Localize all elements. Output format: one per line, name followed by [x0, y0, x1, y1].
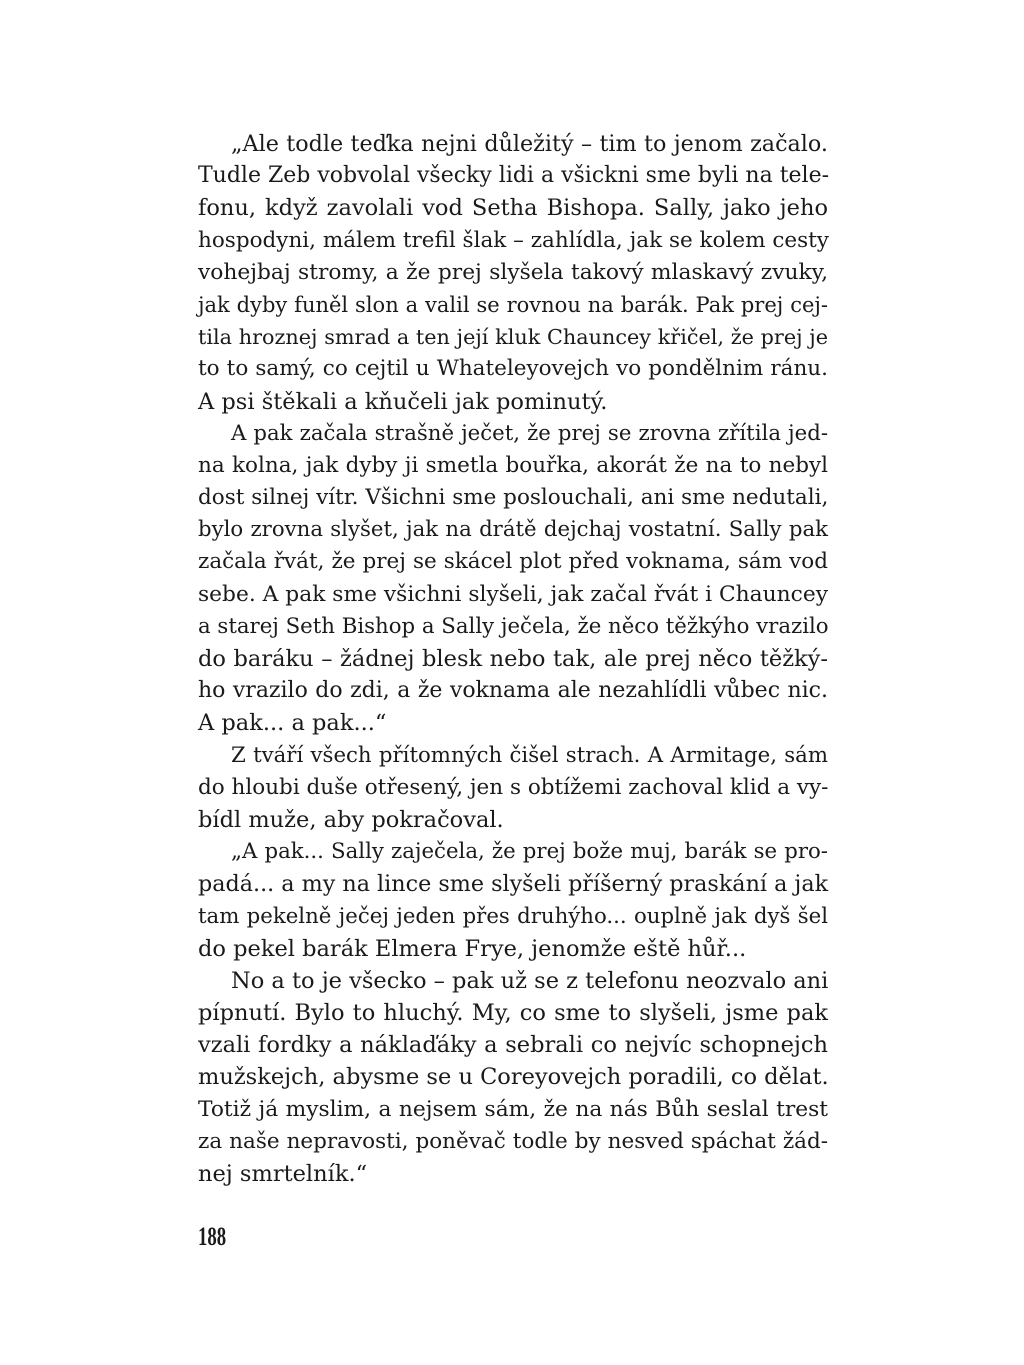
text-line: „A pak... Sally zaječela, že prej bože muj, barák se pro- [231, 839, 828, 865]
body-text [198, 128, 828, 1190]
text-line: bídl muže, aby pokračoval. [198, 806, 504, 833]
text-line: vohejbaj stromy, a že prej slyšela takový mlaskavý zvuky, [198, 259, 828, 285]
text-line: „Ale todle teďka nejni důležitý – tim to jenom začalo. [231, 131, 828, 157]
page-number: 188 [198, 1222, 227, 1251]
text-line: ho vrazilo do zdi, a že voknama ale nezahlídli vůbec nic. [198, 678, 828, 704]
text-line: bylo zrovna slyšet, jak na drátě dejchaj vostatní. Sally pak [198, 517, 828, 543]
text-line: Tudle Zeb vobvolal všecky lidi a všickni sme byli na tele- [198, 163, 830, 189]
text-line: tam pekelně ječej jeden přes druhýho... ouplně jak dyš šel [198, 903, 828, 929]
text-line: a starej Seth Bishop a Sally ječela, že něco těžkýho vrazilo [198, 613, 829, 639]
text-line: vzali fordky a náklaďáky a sebrali co nejvíc schopnejch [198, 1032, 828, 1059]
text-line: sebe. A pak sme všichni slyšeli, jak začal řvát i Chauncey [198, 581, 828, 607]
text-line: do baráku – žádnej blesk nebo tak, ale prej něco těžký- [198, 646, 828, 672]
text-line: jak dyby funěl slon a valil se rovnou na barák. Pak prej cej- [198, 292, 828, 317]
text-line: mužskejch, abysme se u Coreyovejch poradili, co dělat. [198, 1064, 829, 1091]
text-line: do hloubi duše otřesený, jen s obtížemi zachoval klid a vy- [198, 774, 829, 800]
text-line: fonu, když zavolali vod Setha Bishopa. Sally, jako jeho [198, 195, 828, 222]
text-line: to to samý, co cejtil u Whateleyovejch vo pondělnim ránu. [198, 356, 828, 382]
text-line: na kolna, jak dyby ji smetla bouřka, akorát že na to nebyl [198, 452, 828, 478]
text-line: začala řvát, že prej se skácel plot před voknama, sám vod [198, 549, 828, 575]
text-line: Z tváří všech přítomných čišel strach. A Armitage, sám [231, 742, 828, 768]
text-line: tila hroznej smrad a ten její kluk Chauncey křičel, že prej je [198, 325, 828, 350]
text-line: pípnutí. Bylo to hluchý. My, co sme to slyšeli, jsme pak [198, 1000, 828, 1027]
text-line: hospodyni, málem trefil šlak – zahlídla, jak se kolem cesty [198, 227, 829, 253]
text-line: do pekel barák Elmera Frye, jenomže eště hůř... [198, 935, 747, 962]
text-line: A pak... a pak...“ [198, 710, 387, 737]
text-line: za naše nepravosti, poněvač todle by nesved spáchat žád- [198, 1128, 828, 1154]
text-line: A pak začala strašně ječet, že prej se zrovna zřítila jed- [231, 420, 828, 446]
text-line: nej smrtelník.“ [198, 1161, 368, 1187]
text-line: A psi štěkali a kňučeli jak pominutý. [198, 388, 608, 415]
text-line: No a to je všecko – pak už se z telefonu neozvalo ani [231, 967, 829, 994]
text-line: dost silnej vítr. Všichni sme poslouchali, ani sme nedutali, [198, 485, 829, 511]
text-line: padá... a my na lince sme slyšeli příšerný praskání a jak [198, 871, 829, 898]
text-line: Totiž já myslim, a nejsem sám, že na nás Bůh seslal trest [198, 1096, 828, 1122]
